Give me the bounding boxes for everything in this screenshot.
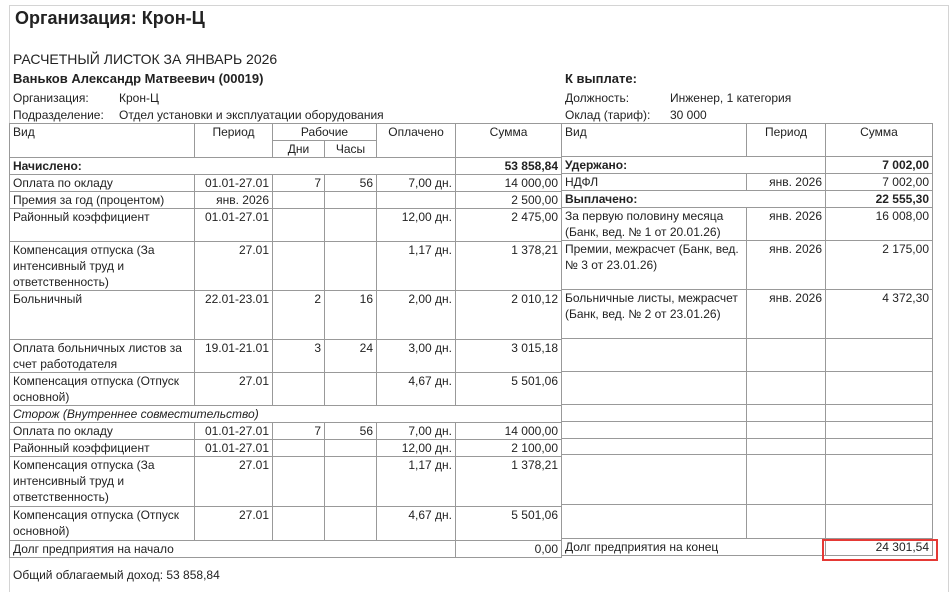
row-vid: Оплата больничных листов за счет работодателя	[10, 340, 195, 373]
paid-value: 22 555,30	[826, 191, 933, 208]
row-sum: 1 378,21	[456, 457, 562, 507]
row-period: янв. 2026	[747, 241, 826, 290]
debt-start-value: 0,00	[456, 541, 562, 558]
row-paid: 7,00 дн.	[377, 175, 456, 192]
row-period: 27.01	[195, 242, 273, 291]
organization-title: Организация: Крон-Ц	[15, 8, 205, 28]
table-row	[562, 241, 933, 290]
row-days	[273, 242, 325, 291]
col-header-work: Рабочие	[273, 124, 377, 141]
table-row	[562, 174, 933, 191]
table-row	[10, 175, 562, 192]
debt-start-label: Долг предприятия на начало	[10, 541, 456, 558]
row-sum: 2 475,00	[456, 209, 562, 242]
paid-label: Выплачено:	[562, 191, 826, 208]
table-row	[10, 209, 562, 242]
department-value: Отдел установки и эксплуатации оборудования	[119, 108, 384, 122]
row-days	[273, 507, 325, 541]
row-vid: Компенсация отпуска (За интенсивный труд и ответственность)	[10, 242, 195, 291]
org-value: Крон-Ц	[119, 91, 159, 105]
row-vid: НДФЛ	[562, 174, 747, 191]
row-hours: 16	[325, 291, 377, 340]
table-row	[10, 291, 562, 340]
row-period: янв. 2026	[747, 290, 826, 339]
row-vid: Компенсация отпуска (Отпуск основной)	[10, 507, 195, 541]
empty-row	[562, 405, 933, 422]
row-paid: 1,17 дн.	[377, 242, 456, 291]
withheld-total-row	[562, 157, 933, 174]
row-period: 27.01	[195, 457, 273, 507]
row-hours	[325, 242, 377, 291]
col-header-hours: Часы	[325, 141, 377, 158]
row-vid: Компенсация отпуска (За интенсивный труд и ответственность)	[10, 457, 195, 507]
col-header-sum: Сумма	[826, 124, 933, 157]
row-days	[273, 457, 325, 507]
position-value: Инженер, 1 категория	[670, 91, 792, 105]
row-paid: 4,67 дн.	[377, 507, 456, 541]
row-period: янв. 2026	[195, 192, 273, 209]
table-row	[10, 507, 562, 541]
withheld-label: Удержано:	[562, 157, 826, 174]
row-vid: Больничные листы, межрасчет (Банк, вед. № 2 от 23.01.26)	[562, 290, 747, 339]
org-label: Организация:	[13, 91, 89, 105]
row-paid: 1,17 дн.	[377, 457, 456, 507]
row-hours	[325, 457, 377, 507]
row-vid: Районный коэффициент	[10, 209, 195, 242]
col-header-days: Дни	[273, 141, 325, 158]
row-paid: 2,00 дн.	[377, 291, 456, 340]
row-period: 19.01-21.01	[195, 340, 273, 373]
row-vid: Оплата по окладу	[10, 423, 195, 440]
col-header-period: Период	[195, 124, 273, 158]
row-period: 27.01	[195, 507, 273, 541]
row-sum: 2 175,00	[826, 241, 933, 290]
row-vid: Премии, межрасчет (Банк, вед. № 3 от 23.01.26)	[562, 241, 747, 290]
position-label: Должность:	[565, 91, 630, 105]
empty-row	[562, 422, 933, 439]
row-sum: 2 500,00	[456, 192, 562, 209]
row-period: янв. 2026	[747, 174, 826, 191]
col-header-vid: Вид	[10, 124, 195, 158]
taxable-income: Общий облагаемый доход: 53 858,84	[13, 568, 220, 582]
row-days	[273, 373, 325, 406]
table-row	[562, 290, 933, 339]
row-sum: 3 015,18	[456, 340, 562, 373]
row-days: 2	[273, 291, 325, 340]
accrued-total-row	[10, 158, 562, 175]
row-hours	[325, 507, 377, 541]
empty-row	[562, 505, 933, 539]
row-paid: 12,00 дн.	[377, 440, 456, 457]
accruals-table	[9, 123, 562, 558]
row-period: 22.01-23.01	[195, 291, 273, 340]
row-hours: 24	[325, 340, 377, 373]
row-paid: 4,67 дн.	[377, 373, 456, 406]
empty-row	[562, 455, 933, 505]
row-vid: Оплата по окладу	[10, 175, 195, 192]
row-paid: 7,00 дн.	[377, 423, 456, 440]
row-vid: Компенсация отпуска (Отпуск основной)	[10, 373, 195, 406]
row-vid: Премия за год (процентом)	[10, 192, 195, 209]
row-period: 27.01	[195, 373, 273, 406]
payout-label: К выплате:	[565, 71, 637, 86]
row-vid: За первую половину месяца (Банк, вед. № 1 от 20.01.26)	[562, 208, 747, 241]
row-days: 7	[273, 423, 325, 440]
row-vid: Районный коэффициент	[10, 440, 195, 457]
row-paid: 3,00 дн.	[377, 340, 456, 373]
row-sum: 7 002,00	[826, 174, 933, 191]
row-days: 3	[273, 340, 325, 373]
row-sum: 14 000,00	[456, 175, 562, 192]
row-sum: 5 501,06	[456, 507, 562, 541]
department-label: Подразделение:	[13, 108, 104, 122]
row-days	[273, 440, 325, 457]
accrued-value: 53 858,84	[456, 158, 562, 175]
row-sum: 16 008,00	[826, 208, 933, 241]
employee-name: Ваньков Александр Матвеевич (00019)	[13, 71, 264, 86]
col-header-period: Период	[747, 124, 826, 157]
table-row	[10, 373, 562, 406]
row-period: 01.01-27.01	[195, 423, 273, 440]
row-hours: 56	[325, 423, 377, 440]
empty-row	[562, 439, 933, 455]
empty-row	[562, 372, 933, 405]
table-row	[10, 423, 562, 440]
row-hours	[325, 440, 377, 457]
row-paid	[377, 192, 456, 209]
table-row	[10, 457, 562, 507]
row-period: янв. 2026	[747, 208, 826, 241]
debt-end-value: 24 301,54	[826, 539, 933, 556]
col-header-vid: Вид	[562, 124, 747, 157]
row-hours	[325, 192, 377, 209]
row-period: 01.01-27.01	[195, 175, 273, 192]
payslip-title: РАСЧЕТНЫЙ ЛИСТОК ЗА ЯНВАРЬ 2026	[13, 51, 278, 67]
deductions-table	[561, 123, 933, 556]
table-row	[10, 242, 562, 291]
section-label: Сторож (Внутреннее совместительство)	[10, 406, 562, 423]
row-sum: 2 010,12	[456, 291, 562, 340]
row-hours	[325, 373, 377, 406]
salary-value: 30 000	[670, 108, 707, 122]
row-sum: 5 501,06	[456, 373, 562, 406]
row-hours: 56	[325, 175, 377, 192]
salary-label: Оклад (тариф):	[565, 108, 651, 122]
table-row	[562, 208, 933, 241]
section-row	[10, 406, 562, 423]
paid-total-row	[562, 191, 933, 208]
row-vid: Больничный	[10, 291, 195, 340]
row-sum: 2 100,00	[456, 440, 562, 457]
table-row	[10, 440, 562, 457]
withheld-value: 7 002,00	[826, 157, 933, 174]
row-sum: 4 372,30	[826, 290, 933, 339]
table-row	[10, 340, 562, 373]
row-paid: 12,00 дн.	[377, 209, 456, 242]
debt-end-highlight	[822, 539, 938, 561]
empty-row	[562, 339, 933, 372]
row-hours	[325, 209, 377, 242]
col-header-paid: Оплачено	[377, 124, 456, 158]
table-row	[10, 192, 562, 209]
row-sum: 14 000,00	[456, 423, 562, 440]
row-period: 01.01-27.01	[195, 440, 273, 457]
debt-end-label: Долг предприятия на конец	[562, 539, 826, 556]
row-days	[273, 192, 325, 209]
row-days	[273, 209, 325, 242]
debt-start-row	[10, 541, 562, 558]
row-days: 7	[273, 175, 325, 192]
row-period: 01.01-27.01	[195, 209, 273, 242]
col-header-sum: Сумма	[456, 124, 562, 158]
row-sum: 1 378,21	[456, 242, 562, 291]
accrued-label: Начислено:	[10, 158, 456, 175]
